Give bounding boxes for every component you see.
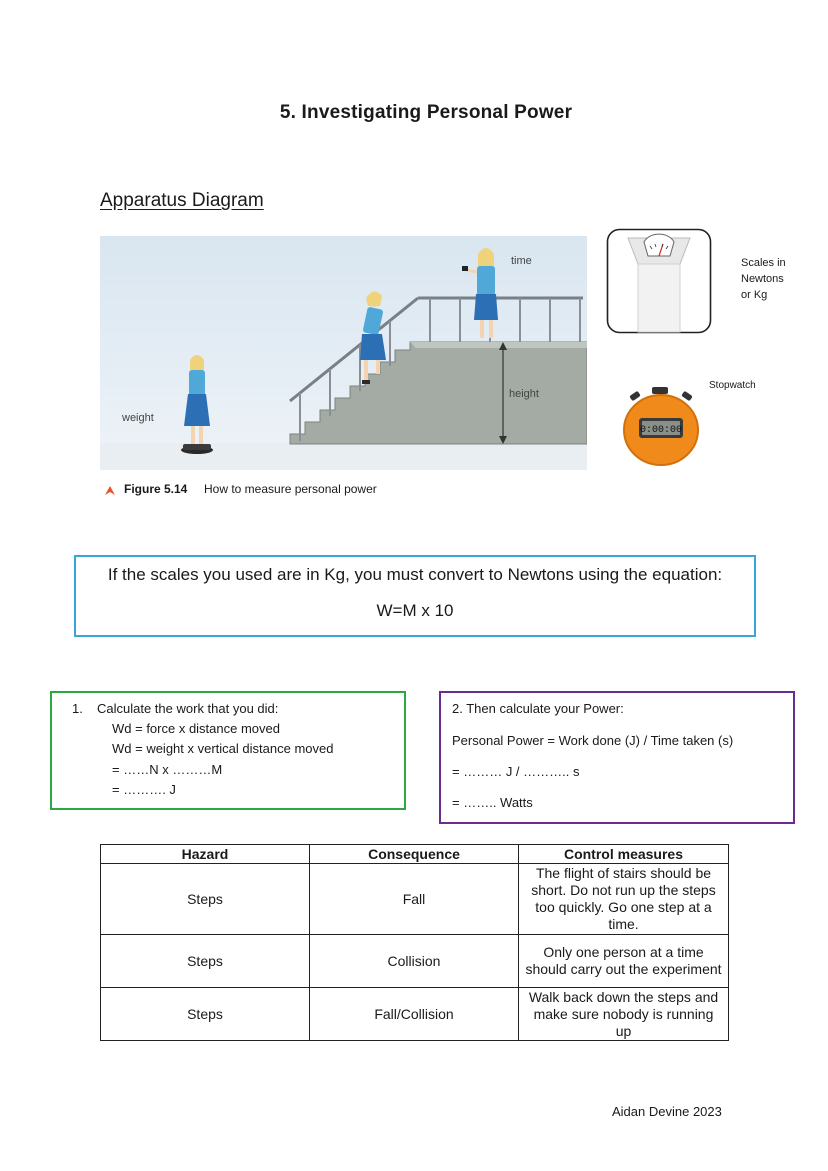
footer-author: Aidan Devine 2023 (612, 1104, 722, 1119)
hazard-cell: Steps (101, 864, 310, 935)
power-line: = …….. Watts (452, 795, 533, 810)
table-row (101, 988, 729, 1041)
caption-arrow-icon (105, 486, 115, 495)
time-label: time (511, 255, 532, 267)
consequence-cell: Fall (310, 864, 519, 935)
consequence-cell: Collision (310, 935, 519, 988)
header-control-measures: Control measures (519, 845, 729, 864)
scales-label-line: Newtons (741, 273, 784, 285)
scales-label (741, 255, 801, 303)
header-hazard: Hazard (101, 845, 310, 864)
equation-formula: W=M x 10 (376, 601, 454, 620)
figure-number: Figure 5.14 (124, 482, 188, 496)
header-consequence: Consequence (310, 845, 519, 864)
stopwatch-label: Stopwatch (709, 380, 756, 391)
power-calculation-box (439, 691, 795, 824)
work-line: = ………. J (112, 782, 176, 797)
work-calculation-box (50, 691, 406, 810)
stopwatch-display: 0:00:00 (639, 425, 683, 436)
stairs-illustration (100, 236, 587, 504)
work-line: Wd = force x distance moved (112, 721, 280, 736)
equation-instruction: If the scales you used are in Kg, you must convert to Newtons using the equation: (107, 565, 723, 584)
consequence-cell: Fall/Collision (310, 988, 519, 1041)
power-line: Personal Power = Work done (J) / Time taken (s) (452, 733, 734, 748)
page-title: 5. Investigating Personal Power (279, 102, 573, 123)
apparatus-figure (100, 236, 587, 504)
scales-label-line: Scales in (741, 257, 786, 269)
figure-caption: How to measure personal power (204, 482, 377, 496)
table-row (101, 864, 729, 935)
work-line: = ……N x ………M (112, 762, 223, 777)
power-line: = ……… J / ……….. s (452, 764, 580, 779)
control-cell: The flight of stairs should be short. Do not run up the steps too quickly. Go one step at a time. (519, 864, 729, 935)
table-header-row (101, 845, 729, 864)
work-step-number: 1. (72, 701, 83, 716)
hazard-cell: Steps (101, 988, 310, 1041)
work-heading: Calculate the work that you did: (97, 701, 279, 716)
stopwatch-icon (622, 385, 700, 467)
work-line: Wd = weight x vertical distance moved (112, 741, 334, 756)
equation-box (74, 555, 756, 637)
weight-label: weight (122, 412, 154, 424)
power-heading: 2. Then calculate your Power: (452, 701, 624, 716)
scales-icon (606, 228, 712, 334)
height-label: height (509, 388, 539, 400)
table-row (101, 935, 729, 988)
hazard-table (100, 844, 729, 1041)
section-heading: Apparatus Diagram (100, 190, 264, 211)
hazard-cell: Steps (101, 935, 310, 988)
scales-label-line: or Kg (741, 289, 768, 301)
control-cell: Walk back down the steps and make sure nobody is running up (519, 988, 729, 1041)
control-cell: Only one person at a time should carry out the experiment (519, 935, 729, 988)
